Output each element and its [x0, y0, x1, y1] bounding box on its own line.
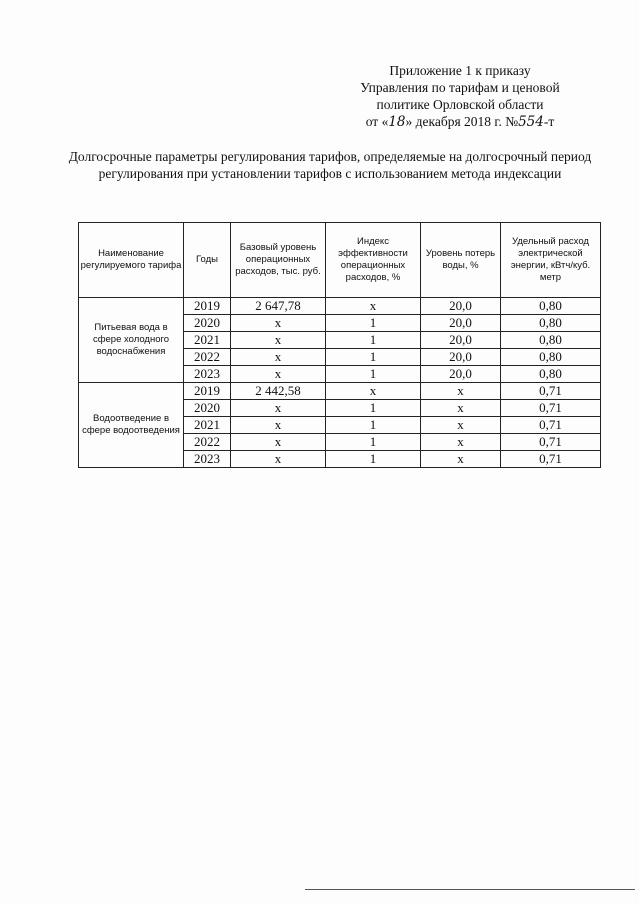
column-header-water-loss: Уровень потерь воды, %: [421, 223, 501, 298]
year-cell: 2020: [184, 315, 231, 332]
year-cell: 2019: [184, 298, 231, 315]
column-header-tariff: Наименование регулируемого тарифа: [79, 223, 184, 298]
tariff-name-cell: Водоотведение в сфере водоотведения: [79, 383, 184, 468]
energy-consumption-cell: 0,80: [501, 315, 601, 332]
footer-divider: [305, 889, 635, 890]
header-line-3: политике Орловской области: [376, 97, 544, 112]
efficiency-index-cell: 1: [326, 349, 421, 366]
appendix-header: [330, 62, 590, 131]
column-header-efficiency-index: Индекс эффективности операционных расходов, %: [326, 223, 421, 298]
date-prefix: от «: [365, 114, 389, 129]
water-loss-cell: х: [421, 434, 501, 451]
efficiency-index-cell: х: [326, 383, 421, 400]
date-day: 18: [388, 114, 406, 130]
order-number: 554: [518, 114, 544, 130]
energy-consumption-cell: 0,71: [501, 451, 601, 468]
parameters-table: [78, 222, 601, 468]
table-row: [79, 298, 601, 315]
water-loss-cell: х: [421, 383, 501, 400]
energy-consumption-cell: 0,80: [501, 332, 601, 349]
base-opex-cell: 2 442,58: [231, 383, 326, 400]
header-date-line: [330, 113, 590, 131]
energy-consumption-cell: 0,80: [501, 298, 601, 315]
year-cell: 2023: [184, 451, 231, 468]
water-loss-cell: 20,0: [421, 366, 501, 383]
water-loss-cell: 20,0: [421, 332, 501, 349]
base-opex-cell: х: [231, 434, 326, 451]
efficiency-index-cell: 1: [326, 332, 421, 349]
base-opex-cell: 2 647,78: [231, 298, 326, 315]
water-loss-cell: 20,0: [421, 349, 501, 366]
energy-consumption-cell: 0,80: [501, 349, 601, 366]
year-cell: 2020: [184, 400, 231, 417]
efficiency-index-cell: х: [326, 298, 421, 315]
efficiency-index-cell: 1: [326, 451, 421, 468]
year-cell: 2022: [184, 434, 231, 451]
table-row: [79, 383, 601, 400]
efficiency-index-cell: 1: [326, 315, 421, 332]
energy-consumption-cell: 0,71: [501, 434, 601, 451]
water-loss-cell: х: [421, 400, 501, 417]
energy-consumption-cell: 0,71: [501, 383, 601, 400]
date-mid: » декабря 2018 г. №: [405, 114, 519, 129]
header-line-2: Управления по тарифам и ценовой: [360, 80, 560, 95]
efficiency-index-cell: 1: [326, 366, 421, 383]
base-opex-cell: х: [231, 400, 326, 417]
year-cell: 2019: [184, 383, 231, 400]
year-cell: 2023: [184, 366, 231, 383]
document-title: Долгосрочные параметры регулирования тарифов, определяемые на долгосрочный период регулирования при установлении тарифов с использованием метода индексации: [68, 149, 592, 181]
column-header-energy-consumption: Удельный расход электрической энергии, кВтч/куб. метр: [501, 223, 601, 298]
year-cell: 2021: [184, 332, 231, 349]
base-opex-cell: х: [231, 417, 326, 434]
water-loss-cell: 20,0: [421, 315, 501, 332]
water-loss-cell: 20,0: [421, 298, 501, 315]
base-opex-cell: х: [231, 366, 326, 383]
column-header-base-opex: Базовый уровень операционных расходов, тыс. руб.: [231, 223, 326, 298]
base-opex-cell: х: [231, 349, 326, 366]
year-cell: 2022: [184, 349, 231, 366]
order-suffix: -т: [543, 114, 555, 129]
base-opex-cell: х: [231, 315, 326, 332]
water-loss-cell: х: [421, 451, 501, 468]
efficiency-index-cell: 1: [326, 417, 421, 434]
base-opex-cell: х: [231, 332, 326, 349]
energy-consumption-cell: 0,71: [501, 400, 601, 417]
energy-consumption-cell: 0,80: [501, 366, 601, 383]
efficiency-index-cell: 1: [326, 400, 421, 417]
year-cell: 2021: [184, 417, 231, 434]
base-opex-cell: х: [231, 451, 326, 468]
water-loss-cell: х: [421, 417, 501, 434]
column-header-years: Годы: [184, 223, 231, 298]
efficiency-index-cell: 1: [326, 434, 421, 451]
energy-consumption-cell: 0,71: [501, 417, 601, 434]
table-header-row: [79, 223, 601, 298]
tariff-name-cell: Питьевая вода в сфере холодного водоснабжения: [79, 298, 184, 383]
header-line-1: Приложение 1 к приказу: [389, 63, 531, 78]
table-body: [79, 298, 601, 468]
